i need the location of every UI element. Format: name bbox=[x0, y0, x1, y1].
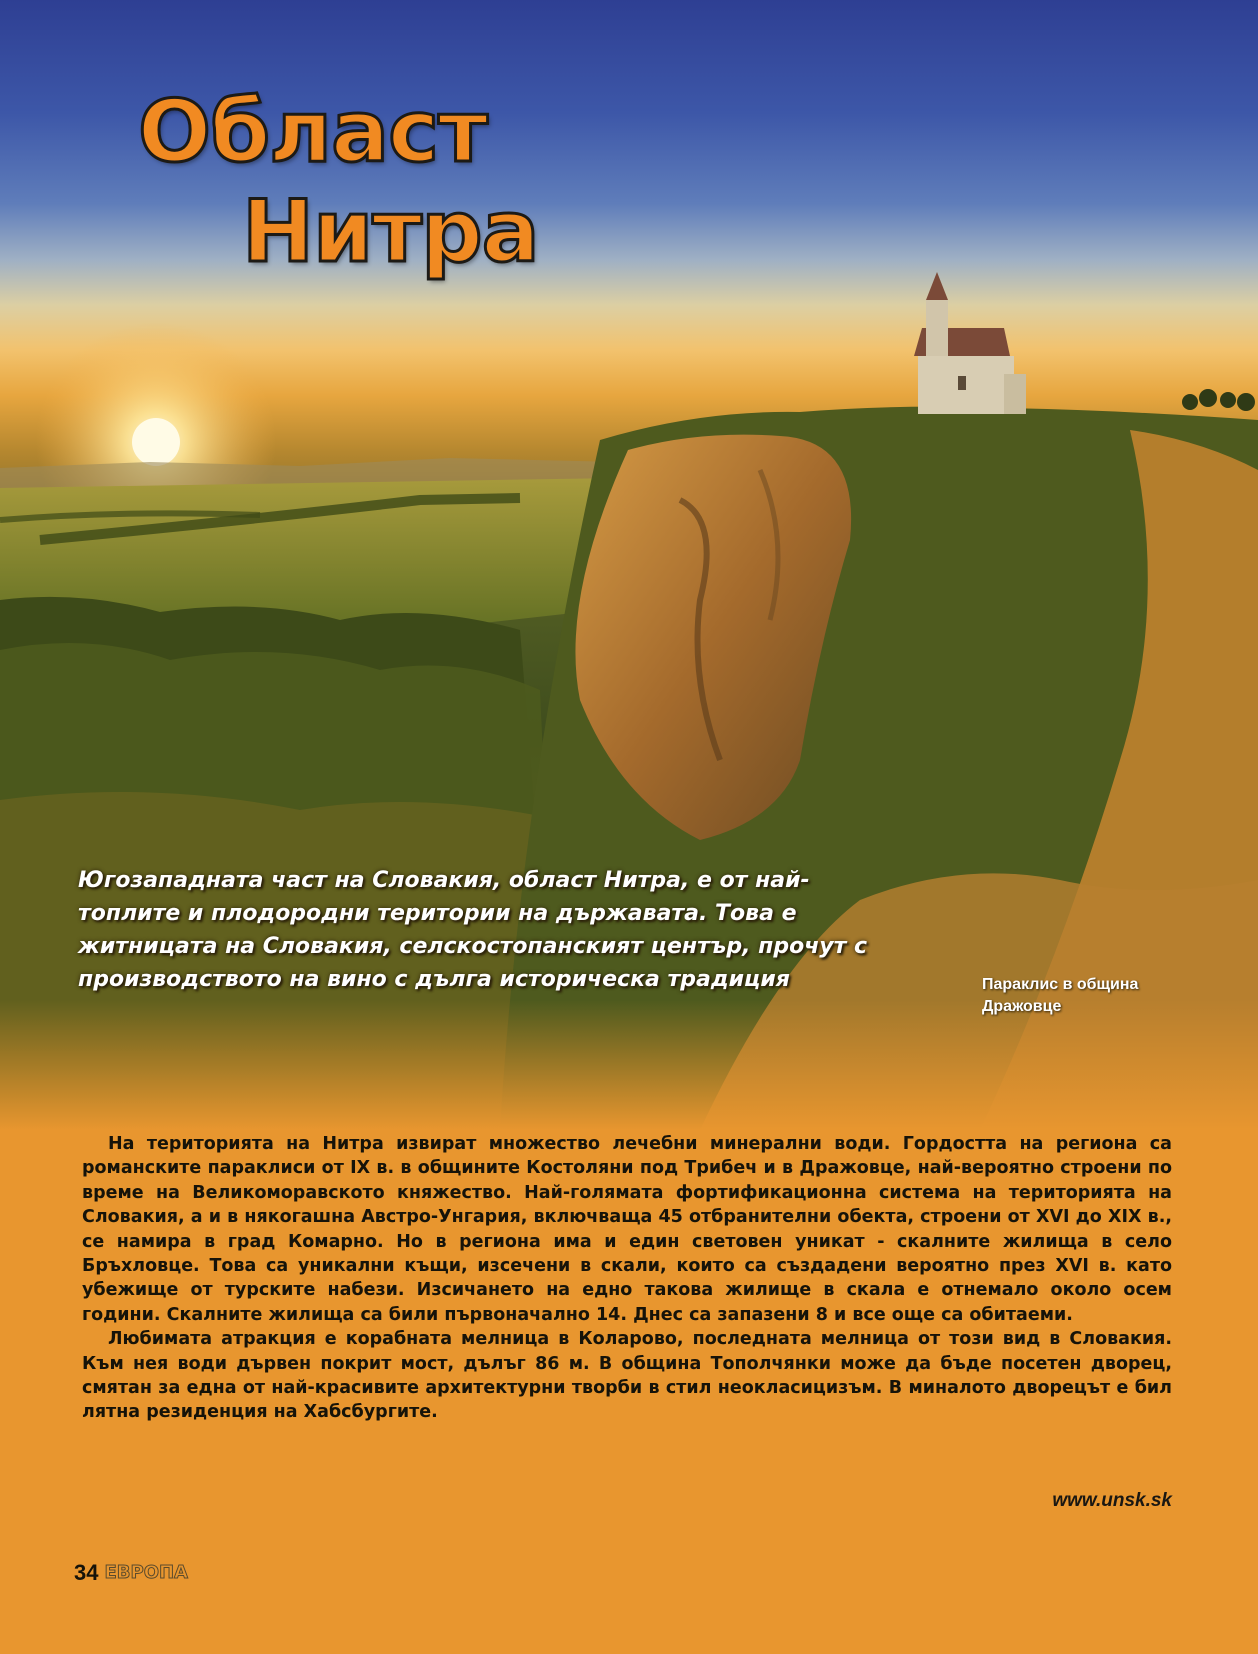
article-body bbox=[82, 1132, 1172, 1425]
chapel-icon bbox=[914, 272, 1026, 414]
body-paragraph-1: На територията на Нитра извират множество лечебни минерални води. Гордостта на региона са романските параклиси от IX в. в общините Костоляни под Трибеч и в Дражовце, най-вероятно строени по време на Великоморавското княжество. Най-голямата фортификационна система на територията на Словакия, а и в някогашна Австро-Унгария, включваща 45 отбранителни обекта, строени от XVI до XIX в., се намира в град Комарно. Но в региона има и един световен уникат - скалните жилища в село Бръхловце. Това са уникални къщи, изсечени в скали, които са създадени вероятно през XVI в. като убежище от турските набези. Изсичането на едно такова жилище в скала е отнемало около осем години. Скалните жилища са били първоначално 14. Днес са запазени 8 и все още са обитаеми. bbox=[82, 1134, 1172, 1325]
photo-caption: Параклис в община Дражовце bbox=[982, 976, 1139, 1015]
ridge-trees bbox=[1182, 389, 1255, 411]
page-number: 34 bbox=[74, 1560, 99, 1585]
sun bbox=[132, 418, 180, 466]
title-line-1: Област bbox=[138, 82, 488, 182]
magazine-logo: ЕВРОПА bbox=[104, 1562, 188, 1583]
lead-paragraph: Югозападната част на Словакия, област Нитра, е от най-топлите и плодородни територии на държавата. Това е житницата на Словакия, селскостопанският център, прочут с производството на вино с дълга историческа традиция bbox=[78, 868, 868, 992]
source-link[interactable]: www.unsk.sk bbox=[1052, 1490, 1172, 1511]
article-title bbox=[138, 82, 539, 282]
page-footer bbox=[74, 1558, 188, 1588]
body-paragraph-2: Любимата атракция е корабната мелница в Коларово, последната мелница от този вид в Словакия. Към нея води дървен покрит мост, дълъг 86 м. В община Тополчянки може да бъде посетен дворец, смятан за една от най-красивите архитектурни творби в стил неокласицизъм. В миналото дворецът е бил лятна резиденция на Хабсбургите. bbox=[82, 1329, 1172, 1423]
title-line-2: Нитра bbox=[242, 182, 539, 282]
